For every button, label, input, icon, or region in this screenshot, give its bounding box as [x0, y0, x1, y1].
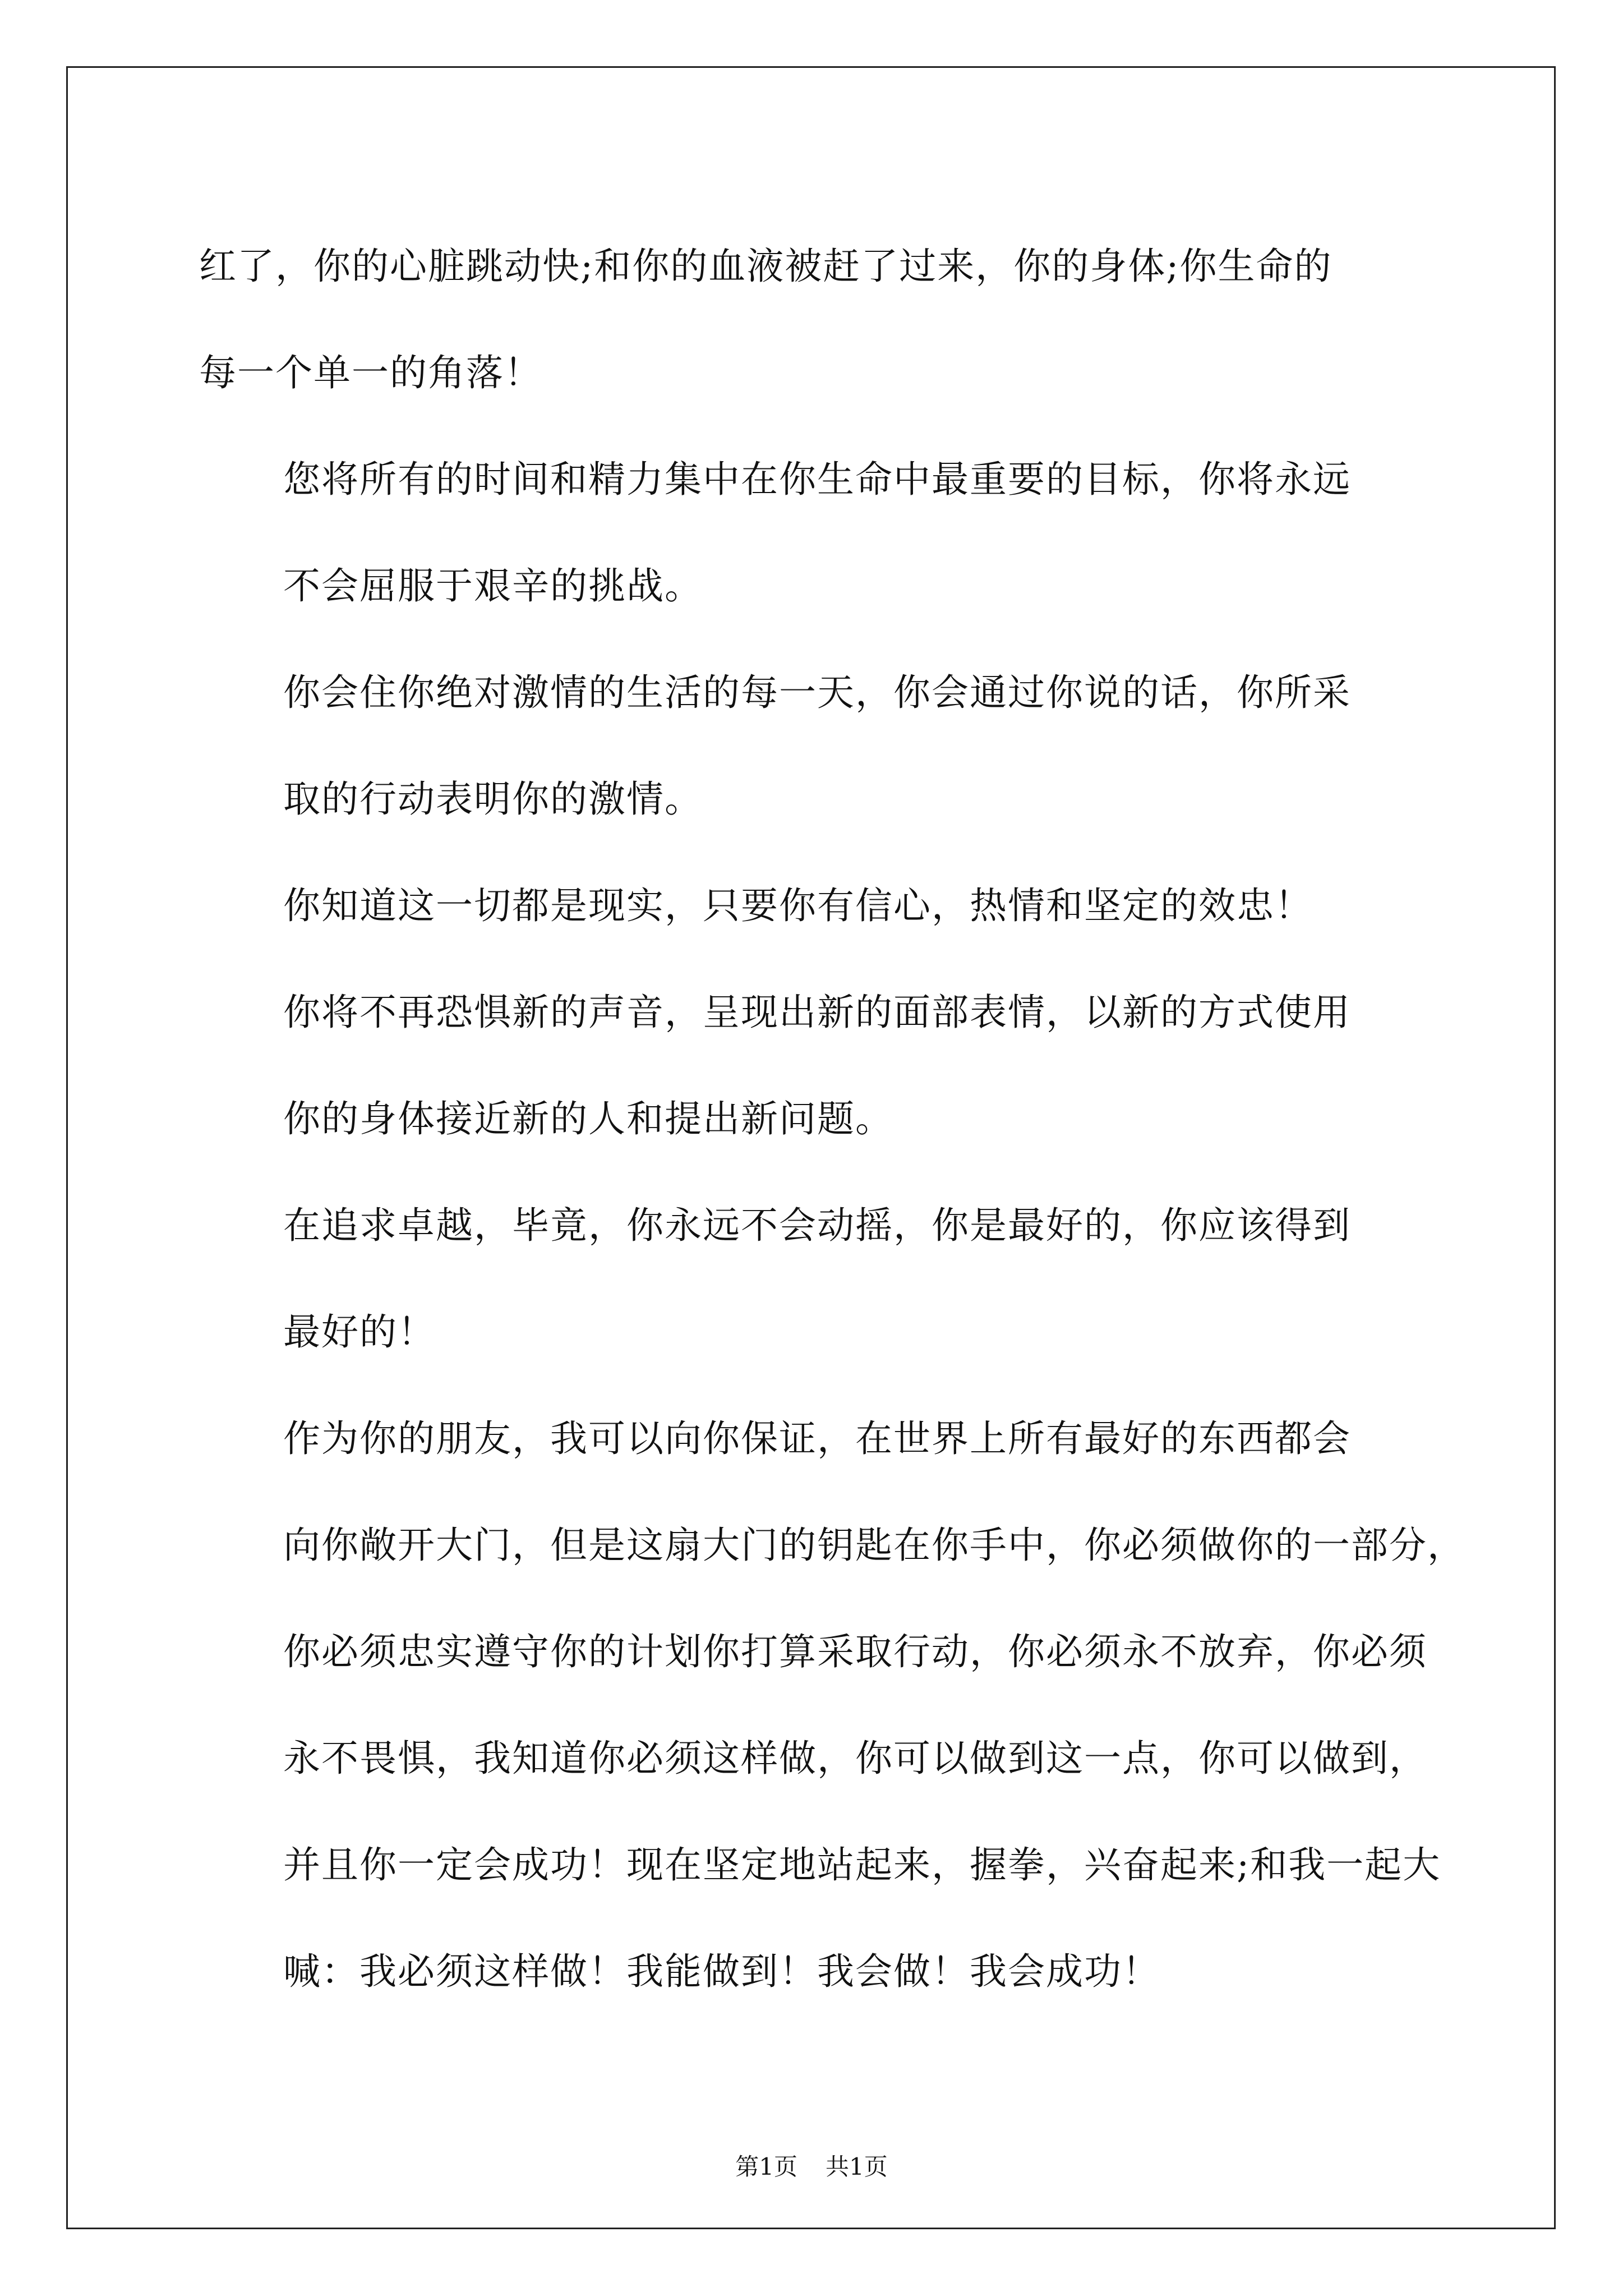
text-line: 你必须忠实遵守你的计划你打算采取行动，你必须永不放弃，你必须 [283, 1630, 1427, 1673]
text-line: 你知道这一切都是现实，只要你有信心，热情和坚定的效忠！ [283, 884, 1313, 927]
text-line: 永不畏惧，我知道你必须这样做，你可以做到这一点，你可以做到， [283, 1737, 1427, 1780]
paragraph [199, 213, 1489, 426]
page-footer [0, 2148, 1623, 2182]
paragraph [199, 1172, 1489, 1386]
text-line: 喊：我必须这样做！我能做到！我会做！我会成功！ [283, 1950, 1160, 1993]
text-line: 最好的！ [283, 1310, 436, 1354]
paragraph [199, 639, 1489, 853]
document-body [199, 213, 1489, 2025]
text-line: 不会屈服于艰辛的挑战。 [283, 564, 703, 608]
page-number: 第1页 [735, 2153, 797, 2180]
paragraph [199, 426, 1489, 639]
text-line: 你将不再恐惧新的声音，呈现出新的面部表情，以新的方式使用 [283, 991, 1351, 1034]
text-line: 你的身体接近新的人和提出新问题。 [283, 1097, 893, 1140]
text-line: 在追求卓越，毕竟，你永远不会动摇，你是最好的，你应该得到 [283, 1204, 1351, 1247]
text-line: 作为你的朋友，我可以向你保证，在世界上所有最好的东西都会 [283, 1417, 1351, 1460]
text-line: 向你敞开大门，但是这扇大门的钥匙在你手中，你必须做你的一部分， [283, 1524, 1465, 1567]
text-line: 并且你一定会成功！现在坚定地站起来，握拳，兴奋起来;和我一起大 [283, 1843, 1441, 1887]
text-line: 你会住你绝对激情的生活的每一天，你会通过你说的话，你所采 [283, 671, 1351, 714]
page-total: 共1页 [826, 2153, 888, 2180]
text-line: 红了，你的心脏跳动快;和你的血液被赶了过来，你的身体;你生命的 [199, 245, 1332, 288]
text-line: 您将所有的时间和精力集中在你生命中最重要的目标，你将永远 [283, 458, 1351, 501]
text-line: 每一个单一的角落！ [199, 351, 542, 394]
paragraph [199, 853, 1489, 959]
text-line: 取的行动表明你的激情。 [283, 777, 703, 821]
paragraph [199, 959, 1489, 1172]
paragraph [199, 1386, 1489, 2025]
